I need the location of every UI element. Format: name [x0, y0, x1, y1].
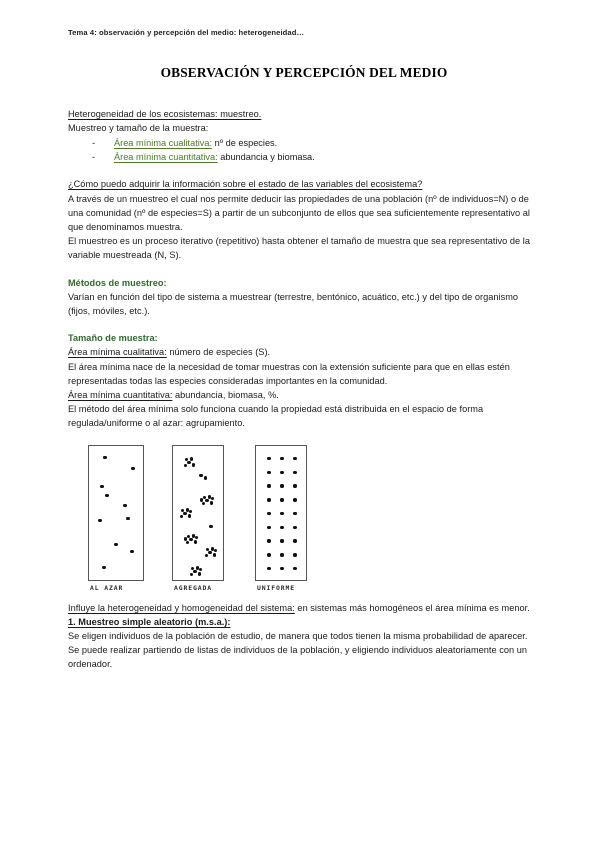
page-title: OBSERVACIÓN Y PERCEPCIÓN DEL MEDIO: [160, 65, 448, 81]
figure-dot: [184, 464, 187, 467]
figure-label-random: AL AZAR: [90, 583, 124, 592]
figure-dot: [280, 471, 283, 474]
figure-dot: [184, 537, 187, 540]
figure-dot: [267, 471, 270, 474]
subsection-heading-msa: 1. Muestreo simple aleatorio (m.s.a.):: [68, 616, 231, 627]
figure-dot: [98, 519, 101, 522]
figure-dot: [181, 509, 184, 512]
figure-dot: [205, 554, 208, 557]
line-influye-heterogeneidad: [68, 601, 540, 615]
figure-dot: [205, 499, 208, 502]
figure-dot: [180, 515, 183, 518]
figure-dot: [191, 567, 194, 570]
figure-dot: [267, 539, 270, 542]
bullet-term: Área mínima cualitativa:: [114, 137, 213, 148]
figure-labels: [68, 584, 540, 598]
figure-dot: [192, 463, 195, 466]
bullet-dash: -: [92, 151, 96, 162]
figure-dot: [189, 510, 192, 513]
question-heading: ¿Cómo puedo adquirir la información sobre el estado de las variables del ecosistema?: [68, 179, 423, 190]
figure-dot: [293, 512, 296, 515]
figure-dot: [293, 567, 296, 570]
figure-dot: [199, 568, 202, 571]
term-influye: Influye la heterogeneidad y homogeneidad del sistema:: [68, 602, 295, 613]
figure-dot: [267, 526, 270, 529]
figure-dot: [189, 538, 192, 541]
figure-dot: [213, 553, 216, 556]
figure-dot: [211, 497, 214, 500]
figure-dot: [280, 484, 283, 487]
figure-dot: [267, 484, 270, 487]
figure-dot: [131, 467, 134, 470]
line-area-minima-cualitativa: [68, 345, 540, 359]
figure-dot: [202, 502, 205, 505]
paragraph-metodo-area-minima: El método del área mínima solo funciona cuando la propiedad está distribuida en el espacio de forma regulada/uniforme o al azar: agrupamiento.: [68, 404, 484, 429]
figure-dot: [280, 567, 283, 570]
figure-dot: [280, 498, 283, 501]
section-heading-metodos: Métodos de muestreo:: [68, 277, 167, 288]
distribution-patterns-figure: [68, 445, 540, 597]
figure-dot: [185, 458, 188, 461]
term-area-minima-cualitativa: Área mínima cualitativa:: [68, 347, 167, 358]
figure-dot: [208, 551, 211, 554]
figure-label-uniform: UNIFORME: [257, 583, 295, 592]
figure-dot: [100, 485, 103, 488]
bullet-rest: abundancia y biomasa.: [217, 151, 315, 162]
figure-dot: [280, 526, 283, 529]
paragraph-msa-1: Se eligen individuos de la población de estudio, de manera que todos tienen la misma probabilidad de aparecer.: [68, 630, 528, 641]
section-subheading-muestreo: Muestreo y tamaño de la muestra:: [68, 123, 209, 134]
figure-dot: [267, 498, 270, 501]
paragraph-muestreo-deduccion: A través de un muestreo el cual nos permite deducir las propiedades de una población (nº de individuos=N) o de una comunidad (nº de especies=S) a partir de un subconjunto de ellos que sea suficientemente representativo al que denominamos muestra.: [68, 193, 530, 232]
figure-dot: [195, 536, 198, 539]
figure-dot: [280, 512, 283, 515]
figure-dot: [190, 457, 193, 460]
figure-dot: [267, 567, 270, 570]
bullet-rest: nº de especies.: [212, 137, 278, 148]
section-heading-tamano: Tamaño de muestra:: [68, 333, 158, 344]
figure-dot: [293, 484, 296, 487]
figure-dot: [293, 498, 296, 501]
figure-panel-uniform: [255, 445, 307, 581]
figure-dot: [203, 496, 206, 499]
term-rest: número de especies (S).: [166, 347, 271, 358]
figure-dot: [267, 553, 270, 556]
figure-dot: [126, 517, 129, 520]
bullet-term: Área mínima cuantitativa:: [114, 151, 218, 162]
figure-dot: [267, 457, 270, 460]
paragraph-metodos: Varían en función del tipo de sistema a muestrear (terrestre, bentónico, acuático, etc.) y del tipo de organismo (fijos, móviles, etc.).: [68, 291, 519, 316]
figure-dot: [123, 504, 126, 507]
figure-dot: [210, 501, 213, 504]
figure-dot: [199, 474, 202, 477]
line-area-minima-cuantitativa: [68, 388, 540, 402]
figure-dot: [187, 535, 190, 538]
figure-dot: [280, 457, 283, 460]
figure-dot: [293, 526, 296, 529]
term-rest: abundancia, biomasa, %.: [172, 389, 279, 400]
figure-dot: [204, 476, 207, 479]
section-heading-heterogeneidad: Heterogeneidad de los ecosistemas: muestreo.: [68, 109, 262, 120]
figure-dot: [183, 512, 186, 515]
list-item: [68, 150, 540, 164]
figure-dot: [209, 525, 212, 528]
document-header: Tema 4: observación y percepción del medio: heterogeneidad…: [68, 28, 305, 37]
figure-dot: [105, 494, 108, 497]
spacer: [68, 164, 540, 177]
term-area-minima-cuantitativa: Área mínima cuantitativa:: [68, 389, 173, 400]
figure-dot: [293, 539, 296, 542]
paragraph-proceso-iterativo: El muestreo es un proceso iterativo (repetitivo) hasta obtener el tamaño de muestra que sea representativo de la variable muestreada (N, S).: [68, 236, 530, 261]
figure-panel-random: [88, 445, 144, 581]
bullet-dash: -: [92, 137, 96, 148]
figure-dot: [280, 539, 283, 542]
figure-dot: [198, 572, 201, 575]
figure-boxes: [68, 445, 540, 581]
area-minima-bullet-list: [68, 136, 540, 165]
spacer: [68, 318, 540, 331]
figure-dot: [267, 512, 270, 515]
figure-dot: [188, 514, 191, 517]
term-rest: en sistemas más homogéneos el área mínima es menor.: [294, 602, 530, 613]
figure-dot: [114, 543, 117, 546]
figure-dot: [214, 549, 217, 552]
figure-dot: [186, 541, 189, 544]
figure-dot: [206, 548, 209, 551]
figure-dot: [193, 570, 196, 573]
list-item: [68, 136, 540, 150]
figure-dot: [293, 471, 296, 474]
figure-panel-clumped: [172, 445, 224, 581]
paragraph-msa-2: Se puede realizar partiendo de listas de individuos de la población, y eligiendo individuos aleatoriamente con un ordenador.: [68, 645, 527, 670]
spacer: [68, 263, 540, 276]
figure-dot: [190, 573, 193, 576]
figure-dot: [194, 540, 197, 543]
paragraph-area-minima: El área mínima nace de la necesidad de tomar muestras con la extensión suficiente para que en ellas estén representadas todas las especies consideradas importantes en la comunidad.: [68, 361, 510, 386]
figure-dot: [102, 566, 105, 569]
figure-dot: [280, 553, 283, 556]
figure-dot: [293, 553, 296, 556]
figure-dot: [200, 498, 203, 501]
figure-dot: [293, 457, 296, 460]
figure-dot: [130, 550, 133, 553]
figure-dot: [187, 461, 190, 464]
figure-dot: [103, 456, 106, 459]
figure-label-clumped: AGREGADA: [174, 583, 212, 592]
